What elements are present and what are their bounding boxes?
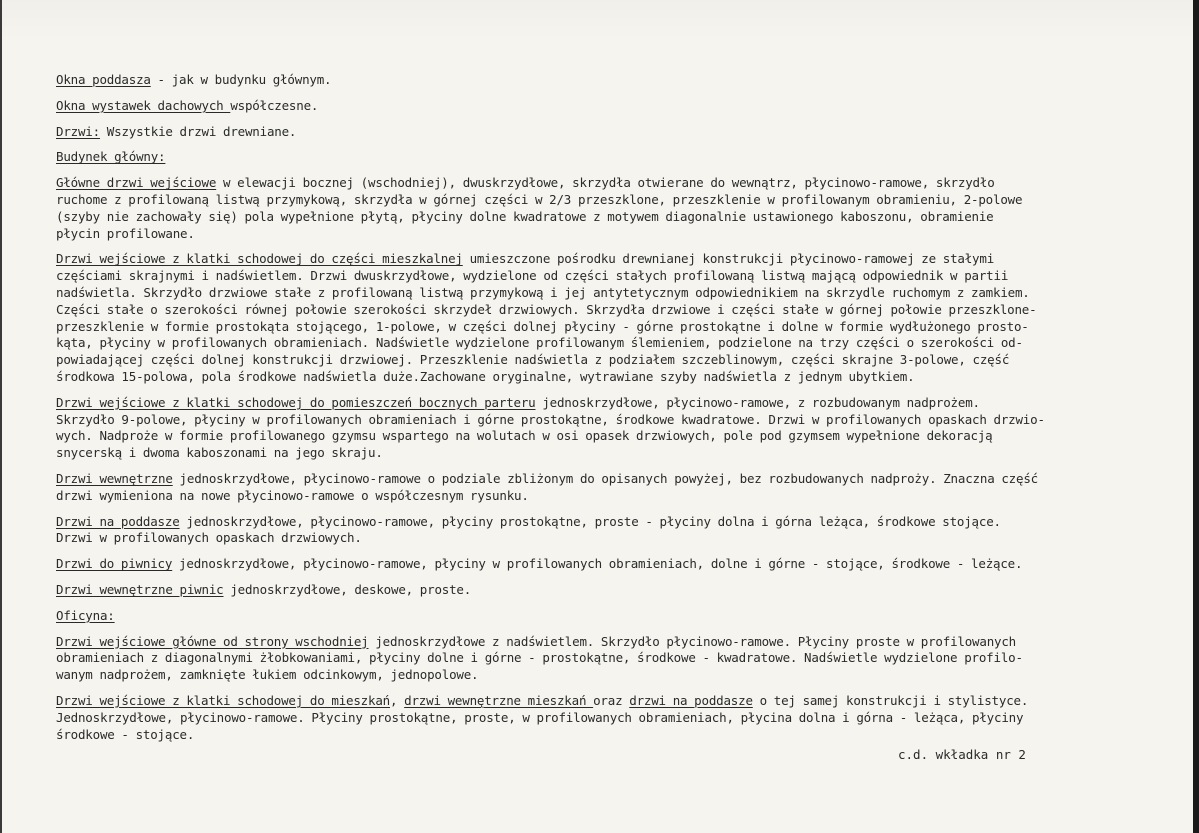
oficyna-klatka-paragraph <box>56 693 1166 743</box>
okna-wystawek-label: Okna wystawek dachowych <box>56 97 231 113</box>
drzwi-klatka-mieszkalna-line4: Części stałe o szerokości równej połowie szerokości skrzydeł drzwiowych. Skrzydła drzwiowe i części stałe w górnej połowie przeszklone- <box>56 301 1037 317</box>
budynek-glowny-heading <box>56 149 1166 166</box>
drzwi-klatka-mieszkalna-line2: częściami skrajnymi i nadświetlem. Drzwi dwuskrzydłowe, wydzielone od części stałych profilowaną listwą mającą odpowiednik w partii <box>56 268 1009 284</box>
drzwi-klatka-mieszkalna-line5: przeszklenie w formie prostokąta stojącego, 1-polowe, w części dolnej płyciny - górne prostokątne i dolne w formie wydłużonego prosto- <box>56 318 1029 334</box>
document-body <box>56 72 1166 752</box>
oficyna-glowne-label: Drzwi wejściowe główne od strony wschodniej <box>56 633 369 649</box>
drzwi-wewnetrzne-line1: jednoskrzydłowe, płycinowo-ramowe o podziale zbliżonym do opisanych powyżej, bez rozbudowanych nadproży. Znaczna część <box>172 470 1038 486</box>
glowne-drzwi-paragraph <box>56 175 1166 242</box>
oficyna-glowne-paragraph <box>56 634 1166 684</box>
drzwi-wewnetrzne-line2: drzwi wymieniona na nowe płycinowo-ramowe o współczesnym rysunku. <box>56 487 529 503</box>
okna-poddasza-label: Okna poddasza <box>56 72 151 87</box>
drzwi-klatka-mieszkalna-line6: kąta, płyciny w profilowanych obramieniach. Nadświetle wydzielone profilowanym ślemieniem, podzielone na trzy części o szerokości od- <box>56 335 1023 351</box>
drzwi-klatka-parter-line4: snycerską i dwoma kaboszonami na jego skraju. <box>56 445 383 461</box>
oficyna-klatka-line1: o tej samej konstrukcji i stylistyce. <box>752 692 1029 708</box>
drzwi-poddasze-line2: Drzwi w profilowanych opaskach drzwiowych. <box>56 530 362 546</box>
drzwi-klatka-mieszkalna-line1: umieszczone pośrodku drewnianej konstrukcji płycinowo-ramowej ze stałymi <box>462 251 995 267</box>
text-line <box>56 251 1166 268</box>
drzwi-piwnicy-label: Drzwi do piwnicy <box>56 556 173 572</box>
budynek-glowny-label: Budynek główny: <box>56 149 166 165</box>
continuation-note: c.d. wkładka nr 2 <box>898 747 1026 762</box>
text-line <box>56 693 1166 710</box>
drzwi-poddasze-line1: jednoskrzydłowe, płycinowo-ramowe, płyciny prostokątne, proste - płyciny dolna i górna leżąca, środkowe stojące. <box>179 513 1001 529</box>
drzwi-piwnicy-line1: jednoskrzydłowe, płycinowo-ramowe, płyciny w profilowanych obramieniach, dolne i górne - stojące, środkowe - leżące. <box>172 556 1023 572</box>
text-line <box>56 582 1166 599</box>
drzwi-klatka-parter-line3: wych. Nadproże w formie profilowanego gzymsu wspartego na wolutach w osi opasek drzwiowych, pole pod gzymsem wypełnione dekoracją <box>56 428 993 444</box>
drzwi-klatka-mieszkalna-line7: powiadającej części dolnej konstrukcji drzwiowej. Przeszklenie nadświetla z podziałem szczeblinowym, części skrajne 3-polowe, część <box>56 352 1010 368</box>
scan-edge-left <box>0 0 2 833</box>
oficyna-glowne-line3: wanym nadprożem, zamknięte łukiem odcinkowym, jednopolowe. <box>56 667 479 683</box>
glowne-drzwi-label: Główne drzwi wejściowe <box>56 175 217 191</box>
text-line <box>56 175 1166 192</box>
oficyna-klatka-label3: drzwi na poddasze <box>629 692 753 708</box>
drzwi-piwnicy-paragraph <box>56 556 1166 573</box>
drzwi-klatka-mieszkalna-paragraph <box>56 251 1166 385</box>
drzwi-text: Wszystkie drzwi drewniane. <box>99 123 297 139</box>
glowne-drzwi-line2: ruchome z profilowaną listwą przymykową, skrzydła w górnej części w 2/3 przeszklone, przeszklenie w profilowanym obramieniu, 2-polowe <box>56 191 1023 207</box>
text-line <box>56 556 1166 573</box>
oficyna-label: Oficyna: <box>56 607 115 623</box>
drzwi-klatka-mieszkalna-line3: nadświetla. Skrzydło drzwiowe stałe z profilowaną listwą przymykową i jej antytetycznym odpowiednikiem na skrzydle ruchomym z zamkiem. <box>56 284 1030 300</box>
drzwi-klatka-mieszkalna-label: Drzwi wejściowe z klatki schodowej do części mieszkalnej <box>56 251 463 267</box>
okna-poddasza-text: - jak w budynku głównym. <box>150 72 332 87</box>
glowne-drzwi-line1: w elewacji bocznej (wschodniej), dwuskrzydłowe, skrzydła otwierane do wewnątrz, płycinowo-ramowe, skrzydło <box>216 175 995 191</box>
text-line <box>56 634 1166 651</box>
oficyna-heading <box>56 608 1166 625</box>
text-line <box>56 395 1166 412</box>
drzwi-wewn-piwnic-label: Drzwi wewnętrzne piwnic <box>56 581 224 597</box>
drzwi-label: Drzwi: <box>56 123 100 139</box>
drzwi-klatka-parter-line1: jednoskrzydłowe, płycinowo-ramowe, z rozbudowanym nadprożem. <box>535 394 980 410</box>
oficyna-klatka-sep2: oraz <box>593 692 630 708</box>
okna-poddasza-paragraph <box>56 72 1166 89</box>
oficyna-klatka-line3: środkowe - stojące. <box>56 726 195 742</box>
oficyna-klatka-label1: Drzwi wejściowe z klatki schodowej do mieszkań <box>56 692 390 708</box>
oficyna-klatka-sep1: , <box>389 692 405 708</box>
drzwi-wewn-piwnic-paragraph <box>56 582 1166 599</box>
oficyna-glowne-line2: obramieniach z diagonalnymi żłobkowaniami, płyciny dolne i górne - prostokątne, środkowe - kwadratowe. Nadświetle wydzielone profilo- <box>56 650 1023 666</box>
drzwi-poddasze-label: Drzwi na poddasze <box>56 513 180 529</box>
oficyna-klatka-label2: drzwi wewnętrzne mieszkań <box>404 692 594 708</box>
drzwi-wewnetrzne-label: Drzwi wewnętrzne <box>56 470 173 486</box>
oficyna-klatka-line2: Jednoskrzydłowe, płycinowo-ramowe. Płyciny prostokątne, proste, w profilowanych obramieniach, płycina dolna i górna - leżąca, płyciny <box>56 709 1024 725</box>
drzwi-paragraph <box>56 124 1166 141</box>
glowne-drzwi-line3: (szyby nie zachowały się) pola wypełnione płytą, płyciny dolne kwadratowe z motywem diagonalnie ustawionego kaboszonu, obramienie <box>56 208 994 224</box>
drzwi-klatka-parter-label: Drzwi wejściowe z klatki schodowej do pomieszczeń bocznych parteru <box>56 394 536 410</box>
oficyna-glowne-line1: jednoskrzydłowe z nadświetlem. Skrzydło płycinowo-ramowe. Płyciny proste w profilowanych <box>368 633 1016 649</box>
drzwi-wewnetrzne-paragraph <box>56 471 1166 505</box>
drzwi-klatka-mieszkalna-line8: środkowa 15-polowa, pola środkowe nadświetla duże.Zachowane oryginalne, wytrawiane szyby nadświetla z jednym ubytkiem. <box>56 368 915 384</box>
drzwi-klatka-parter-paragraph <box>56 395 1166 462</box>
glowne-drzwi-line4: płycin profilowane. <box>56 225 195 241</box>
okna-wystawek-text: współczesne. <box>230 97 319 113</box>
drzwi-wewn-piwnic-line1: jednoskrzydłowe, deskowe, proste. <box>223 581 472 597</box>
drzwi-poddasze-paragraph <box>56 514 1166 548</box>
text-line <box>56 514 1166 531</box>
scan-edge-right <box>1193 0 1199 833</box>
okna-wystawek-paragraph <box>56 98 1166 115</box>
text-line <box>56 471 1166 488</box>
drzwi-klatka-parter-line2: Skrzydło 9-polowe, płyciny w profilowanych obramieniach i górne prostokątne, środkowe kwadratowe. Drzwi w profilowanych opaskach drzwio- <box>56 411 1045 427</box>
